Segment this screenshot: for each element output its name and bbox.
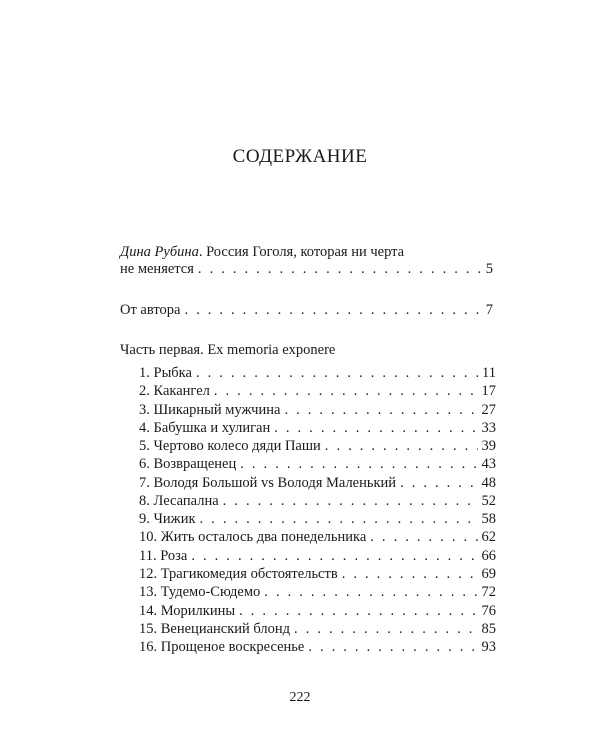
chapter-page-number: 93 [481, 639, 496, 655]
chapter-page-number: 33 [481, 419, 496, 436]
intro-entry-line1 [120, 243, 404, 261]
intro-author: Дина Рубина [120, 244, 199, 260]
dot-leader [274, 419, 477, 437]
intro-entry-line2 [120, 260, 493, 278]
chapter-page-number: 48 [481, 474, 496, 491]
chapter-title: 6. Возвращенец [139, 456, 237, 473]
chapter-page-number: 43 [481, 456, 496, 473]
chapter-page-number: 69 [481, 566, 496, 582]
page-title: СОДЕРЖАНИЕ [232, 146, 368, 167]
intro-title-continued: не меняется [120, 261, 194, 277]
chapter-title: 16. Прощеное воскресенье [139, 639, 305, 655]
chapter-page-number: 62 [481, 529, 496, 546]
chapter-page-number: 66 [481, 547, 496, 564]
dot-leader [214, 382, 478, 400]
dot-leader [191, 547, 477, 565]
chapter-page-number: 72 [481, 584, 496, 601]
dot-leader [200, 510, 478, 528]
chapter-title: 10. Жить осталось два понедельника [139, 529, 367, 546]
toc-chapter-entry [139, 583, 496, 601]
dot-leader [198, 260, 482, 278]
dot-leader [196, 364, 478, 382]
dot-leader [342, 565, 478, 583]
toc-chapter-entry [139, 492, 496, 510]
chapter-page-number: 76 [481, 602, 496, 619]
chapter-title: 8. Лесапална [139, 492, 219, 509]
toc-chapter-entry [139, 419, 496, 437]
page-number: 222 [289, 690, 311, 705]
toc-chapter-entry [139, 620, 496, 638]
toc-chapter-entry [139, 547, 496, 565]
toc-chapter-entry [139, 565, 496, 583]
toc-chapter-entry [139, 364, 496, 382]
chapter-page-number: 39 [481, 438, 496, 455]
dot-leader [223, 492, 478, 510]
foreword-page-number: 7 [485, 302, 493, 318]
toc-chapter-entry [139, 638, 496, 656]
chapter-title: 13. Тудемо-Сюдемо [139, 584, 261, 601]
chapter-page-number: 27 [481, 401, 496, 418]
intro-page-number: 5 [485, 261, 493, 277]
dot-leader [370, 528, 477, 546]
toc-chapter-entry [139, 510, 496, 528]
chapter-title: 11. Роза [139, 547, 188, 564]
chapter-title: 1. Рыбка [139, 365, 192, 381]
toc-chapter-entry [139, 382, 496, 400]
toc-chapter-entry [139, 474, 496, 492]
chapter-title: 15. Венецианский блонд [139, 620, 291, 637]
chapter-page-number: 58 [481, 511, 496, 528]
chapter-title: 3. Шикарный мужчина [139, 401, 281, 418]
dot-leader [184, 301, 481, 319]
toc-chapter-entry [139, 528, 496, 546]
part-title: Часть первая. Ex memoria exponere [120, 342, 336, 358]
toc-chapter-entry [139, 401, 496, 419]
dot-leader [239, 602, 477, 620]
chapter-page-number: 17 [481, 383, 496, 400]
foreword-label: От автора [120, 302, 181, 318]
chapter-page-number: 11 [482, 365, 496, 381]
toc-chapter-entry [139, 602, 496, 620]
chapter-title: 5. Чертово колесо дяди Паши [139, 438, 321, 455]
dot-leader [240, 455, 477, 473]
toc-chapter-entry [139, 455, 496, 473]
dot-leader [284, 401, 477, 419]
chapter-page-number: 85 [481, 620, 496, 637]
toc-chapter-entry [139, 437, 496, 455]
foreword-entry [120, 301, 493, 319]
dot-leader [325, 437, 478, 455]
chapter-title: 12. Трагикомедия обстоятельств [139, 566, 338, 582]
chapter-page-number: 52 [481, 492, 496, 509]
dot-leader [294, 620, 477, 638]
chapter-title: 9. Чижик [139, 511, 196, 528]
chapter-title: 2. Какангел [139, 383, 210, 400]
dot-leader [400, 474, 477, 492]
chapter-title: 14. Морилкины [139, 602, 236, 619]
chapter-title: 4. Бабушка и хулиган [139, 419, 271, 436]
chapter-title: 7. Володя Большой vs Володя Маленький [139, 474, 397, 491]
dot-leader [308, 638, 477, 656]
dot-leader [264, 583, 477, 601]
intro-title: . Россия Гоголя, которая ни черта [198, 244, 405, 260]
